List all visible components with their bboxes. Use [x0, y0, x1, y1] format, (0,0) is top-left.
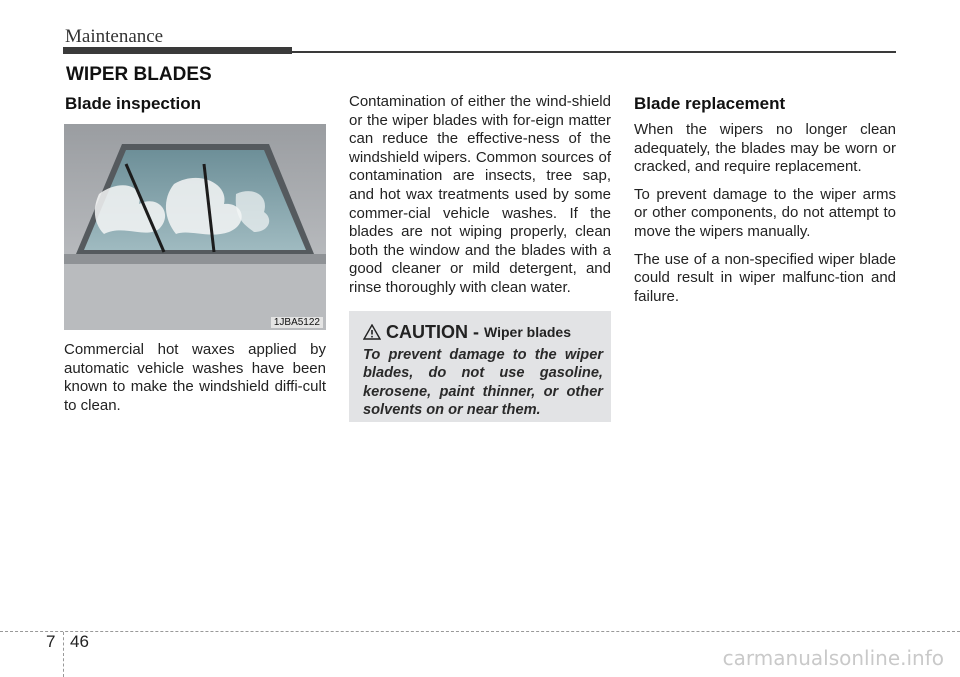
windshield-figure: [64, 124, 326, 330]
column2-text: Contamination of either the wind-shield or the wiper blades with for-eign matter can reduce the effective-ness of the windshield wipers. Common sources of contamination are insects, tree sap, and hot wax treatments used by some commer-cial vehicle washes. If the blades are not wiping properly, clean both the window and the blades with a good cleaner or mild detergent, and rinse thoroughly with clean water.: [349, 93, 611, 296]
column3-paragraph-3: The use of a non-specified wiper blade could result in wiper malfunc-tion and failure.: [634, 250, 896, 305]
header-rule-thin: [63, 51, 896, 53]
footer-rule-vertical: [63, 632, 64, 677]
footer-rule-horizontal: [0, 631, 960, 632]
caution-subject: Wiper blades: [484, 324, 572, 340]
blade-replacement-heading: Blade replacement: [634, 94, 786, 113]
caution-text: To prevent damage to the wiper blades, do not use gasoline, kerosene, paint thinner, or other solvents on or near them.: [363, 347, 603, 419]
caution-box: [349, 311, 611, 422]
warning-triangle-icon: [363, 324, 381, 340]
column3-paragraph-2: To prevent damage to the wiper arms or other components, do not attempt to move the wipers manually.: [634, 185, 896, 240]
column2-paragraph: [349, 93, 611, 307]
caution-heading: [363, 321, 571, 343]
column1-text: Commercial hot waxes applied by automatic vehicle washes have been known to make the windshield diffi-cult to clean.: [64, 341, 326, 414]
section-title: WIPER BLADES: [66, 64, 212, 85]
footer-page-number: 46: [70, 632, 89, 651]
header-title: Maintenance: [65, 26, 164, 47]
caution-label: CAUTION -: [386, 321, 479, 342]
column3-paragraph-1: When the wipers no longer clean adequately, the blades may be worn or cracked, and require replacement.: [634, 121, 896, 176]
footer-chapter: 7: [46, 632, 56, 651]
column1-paragraph: [64, 341, 326, 424]
column3-paragraphs: [634, 121, 896, 315]
windshield-illustration: [64, 124, 326, 330]
figure-code: 1JBA5122: [271, 317, 323, 328]
blade-inspection-heading: Blade inspection: [65, 94, 202, 113]
watermark: carmanualsonline.info: [722, 646, 944, 670]
